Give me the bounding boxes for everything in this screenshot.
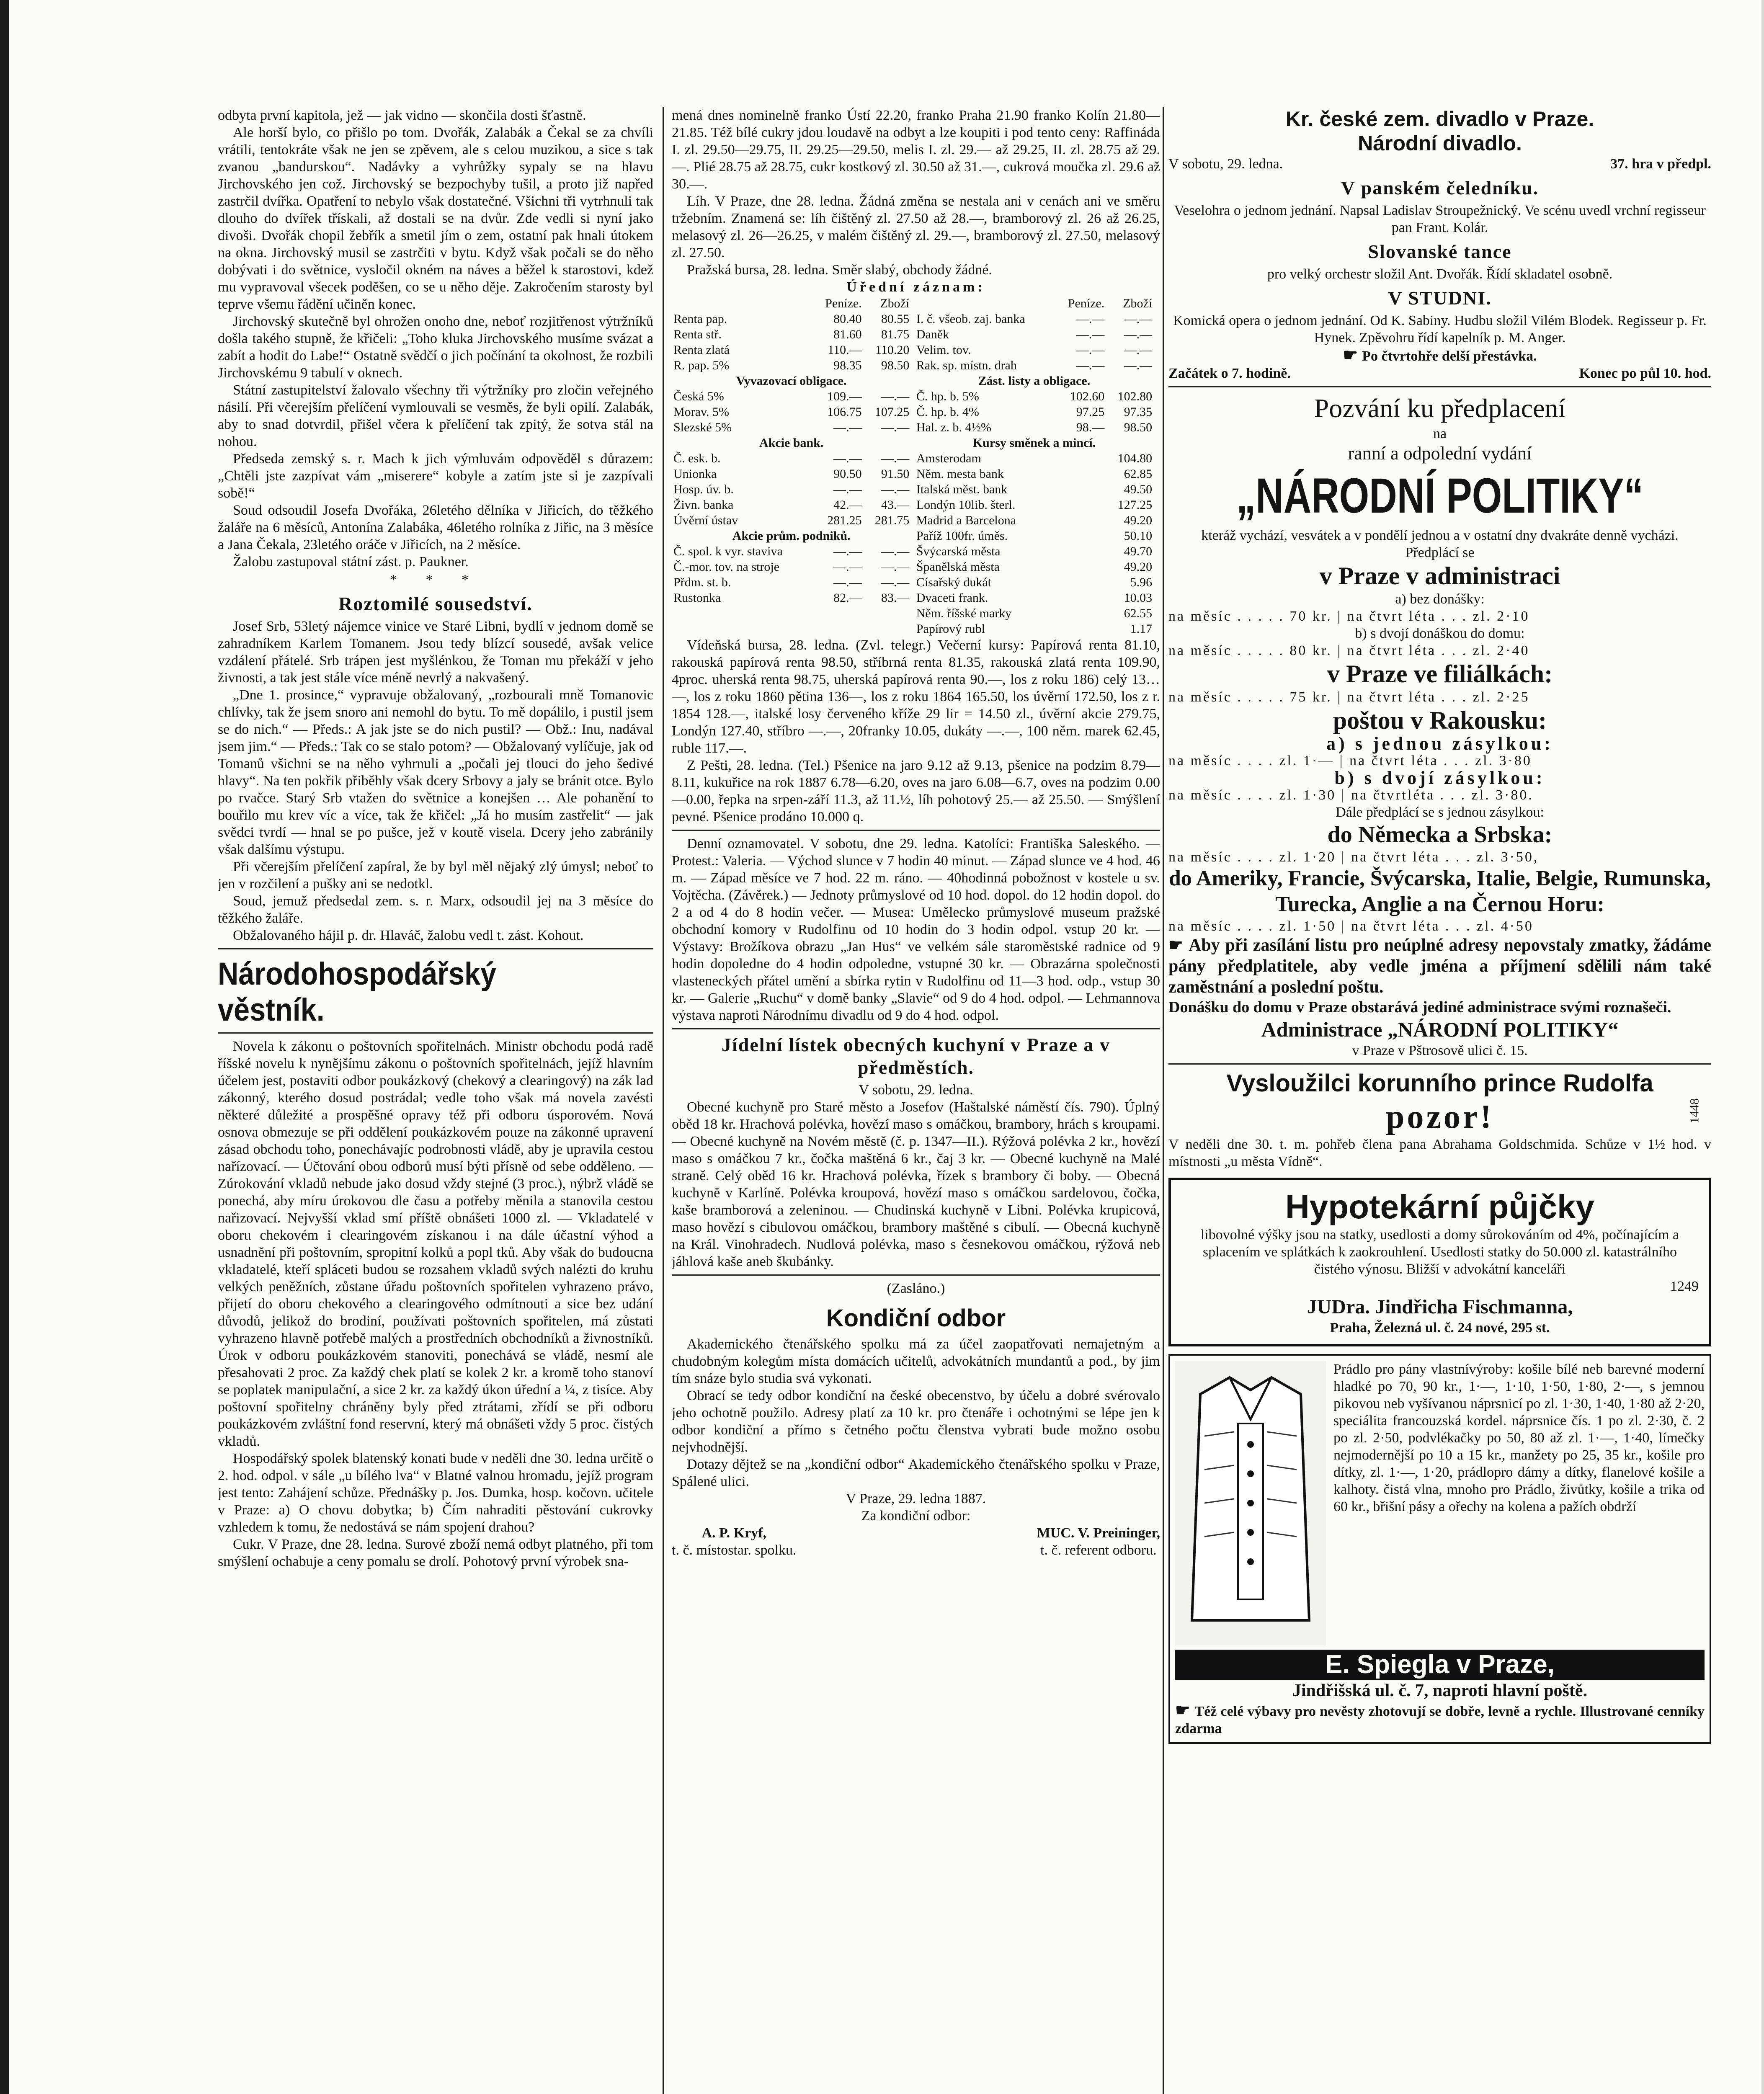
paragraph: Soud odsoudil Josefa Dvořáka, 26letého dělníka v Jiřicích, do těžkého žaláře na 6 měsíců, Antonína Zalabáka, 46letého rolníka z Jiřic, na 3 měsíce a Jana Čekala, 23letého oráče v Jiřicích, na 2 měsíce.: [218, 503, 653, 552]
quote-value: —.—: [1076, 328, 1105, 341]
quote-value: —.—: [881, 420, 910, 434]
ad-number: 1448: [1687, 1098, 1702, 1124]
administration-address: v Praze v Pštrosově ulici č. 15.: [1352, 1043, 1528, 1058]
column-header: Peníze.: [825, 297, 862, 310]
quote-row: [672, 559, 911, 575]
quote-value: 90.50: [833, 467, 862, 481]
subscription-note: Dále předplácí se s jednou zásylkou:: [1336, 805, 1544, 820]
quote-value: 80.55: [881, 312, 910, 326]
quote-value: 102.80: [1117, 389, 1153, 403]
quote-label: I. č. všeob. zaj. banka: [916, 312, 1025, 326]
quote-row: [915, 559, 1154, 575]
quote-row: [915, 544, 1154, 559]
paragraph: Líh. V Praze, dne 28. ledna. Žádná změna se nestala ani v cenách ani ve směru tržebním. Znamená se: líh čištěný zl. 27.50 až 28.—, bramborový zl. 26 až 26.25, melasový zl. 26—26.25, v malém čištěný zl. 29.—, bramborový zl. 27.50, melasový zl. 27.50.: [672, 193, 1160, 260]
quote-value: [1056, 466, 1106, 482]
subscription-price-line: na měsíc . . . . . 80 kr. | na čtvrt léta . . . zl. 2·40: [1168, 643, 1530, 658]
paragraph: Obrací se tedy odbor kondiční na české obecenstvo, by účelu a dobré svérovalo jeho ochotně použilo. Adresy platí za 10 kr. pro čtenáře i ochotnými se lépe jen k odbor kondiční a přímo s četného počtu členstva vybrati bude možno osobu nejvhodnější.: [672, 1388, 1160, 1455]
quote-value: [1056, 575, 1106, 590]
subscription-na: na: [1433, 426, 1447, 441]
quote-label: Zást. listy a obligace.: [978, 374, 1091, 388]
quote-label: Daněk: [916, 328, 949, 341]
quote-label: Č. hp. b. 4%: [916, 405, 979, 419]
paragraph: Cukr. V Praze, dne 28. ledna. Surové zboží nemá odbyt platného, při tom smýšlení ochabuje a ceny pomalu se drolí. Pohotový první výrobek sna-: [218, 1537, 653, 1569]
paragraph: Akademického čtenářského spolku má za účel zaopatřovati nemajetným a chudobným kolegům místa domácích učitelů, advokátních mundantů a pod., by jim tím snáze bylo studia svá vykonati.: [672, 1336, 1160, 1386]
play-title: V STUDNI.: [1388, 287, 1492, 309]
play-title: Slovanské tance: [1368, 241, 1512, 262]
quote-label: Renta pap.: [673, 312, 727, 326]
quote-label: Č.-mor. tov. na stroje: [673, 560, 780, 574]
quote-value: 281.75: [874, 513, 910, 527]
quote-value: [1056, 621, 1106, 637]
theatre-date: V sobotu, 29. ledna.: [1168, 156, 1283, 172]
quote-row: [915, 389, 1154, 404]
ad-text: Prádlo pro pány vlastnívýroby: košile bílé neb barevné moderní hladké po 70, 90 kr., 1·—, 1·10, 1·50, 1·80, 2·—, s jemnou pikovou neb vyšívanou náprsnicí po zl. 1·30, 1·40, 1·80 až 2·20, speciálita francouzská kordel. náprsnice čís. 1 po zl. 2·30, č. 2 po zl. 2·50, podvlékačky po 50, 80 až zl. 1·—, 1·40, límečky nejmodernější po 10 a 15 kr., manžety po 25, 35 kr., košile pro dítky, zl. 1·—, 1·20, prádlopro dámy a dítky, flanelové košile a kalhoty. čistá vlna, mnoho pro Prádlo, živůtky, košile a trika od 60 kr., břišní pásy a ořechy na kolena a pažích obdrží: [1333, 1362, 1705, 1514]
column-middle: [672, 107, 1160, 2094]
quote-value: 43.—: [881, 498, 910, 512]
quote-value: —.—: [1124, 358, 1153, 372]
quote-value: 281.25: [827, 513, 862, 527]
quote-value: 62.85: [1124, 467, 1153, 481]
ad-firm: E. Spiegla v Praze,: [1175, 1650, 1705, 1680]
quote-value: 110.20: [875, 343, 910, 357]
quote-label: Hosp. úv. b.: [673, 482, 734, 496]
subscription-price-heading: Předplácí se: [1405, 545, 1475, 560]
quotes-table-left: [672, 296, 911, 606]
quotes-left: [672, 296, 911, 606]
quote-row: [672, 451, 911, 466]
ad-mortgage: [1168, 1178, 1711, 1346]
quote-value: 62.55: [1124, 606, 1153, 620]
signer-name: MUC. V. Preininger,: [1037, 1525, 1160, 1541]
quote-label: Amsterodam: [916, 451, 981, 465]
quote-value: 80.40: [833, 312, 862, 326]
subscription-location: do Německa a Srbska:: [1327, 822, 1553, 848]
quote-value: 98.—: [1076, 420, 1105, 434]
quote-value: 49.70: [1124, 544, 1153, 558]
quote-value: [1056, 559, 1106, 575]
quote-row: [915, 451, 1154, 466]
column-rule: [1163, 107, 1164, 2094]
quote-row: [915, 590, 1154, 606]
quote-value: 49.20: [1124, 513, 1153, 527]
quote-value: —.—: [833, 575, 862, 589]
paragraph: mená dnes nominelně franko Ústí 22.20, franko Praha 21.90 franko Kolín 21.80—21.85. Též bílé cukry jdou loudavě na odbyt a lze koupiti i pod tento ceny: Raffináda I. zl. 29.50—29.75, II. 29.25—29.50, melis I. zl. 29.— až 29.25, II. zl. 28.75 až 29.—. Plié 28.75 až 28.75, cukr kostkový zl. 30.50 až 31.—, cukrová moučka zl. 29.6 až 30.—.: [672, 108, 1160, 192]
scan-edge: [1761, 0, 1764, 2094]
paragraph: Novela k zákonu o poštovních spořitelnách. Ministr obchodu podá radě říšské novelu k nynějšímu zákonu o poštovních spořitelnách, jejíž hlavním účelem jest, postaviti odbor poukázkový (chekový a clearingový) na zák lad zákonný, kterého dosud postrádal; vedle toho však má novela zavésti některé důležité a prospěšné opravy též při odboru úsporovém. Nová osnova obmezuje se při oddělení poukázkovém pouze na zákonné upravení zásad obchodu toho, ponechávajíc podrobnosti vládě, aby je upravila cestou nařízovací. — Účtování obou odborů musí býti přísně od sebe odděleno. — Zúrokování vkladů nebude jako dosud vždy stejné (3 proc.), nýbrž vládě se ponechá, aby míru úrokovou dle času a potřeby měnila a stanovila cestou nařizovací. Nejvyšší vklad smí příště obnášeti 1000 zl. — Vkladatelé v oboru chekovém i clearingovém získanou i na dále účastní výhod a usnadnění při poštovním, spropitní kolků a popl tků. Aby však do budoucna vkladatelé, kteří spláceti budou se rozsahem vkladů svých nalézti do kruhu velkých peněžních, zůstane úřadu poštovních spořitelen vyhrazeno právo, přijetí do oboru chekového a clearingového odmítnouti a sice bez udání důvodů, jelikož do brodiní, používati poštovních spořitelen, má zůstati vyhrazeno hlavně potřebě malých a prostředních obchodníků a živnostníků. Úrok v odboru poukázkovém stanoviti, ponechává se vládě, nesmí ale přesahovati 2 proc. Za každý chek platí se kolek 2 kr. a kromě toho stanoví se poplatek manipulační, a sice 2 kr. za každý úkon úřední a ¼, z tisíce. Aby poštovní spořitelny chráněny byly před ztrátami, zřídí se při odboru poukázkovém zvláštní fond reservní, který má obnášeti vždy 5 proc. čistých vkladů.: [218, 1039, 653, 1449]
ad-subtitle: pozor!: [1385, 1099, 1494, 1135]
quote-label: Vyvazovací obligace.: [736, 374, 847, 388]
quote-label: Papírový rubl: [916, 622, 985, 636]
theatre-name: Národní divadlo.: [1358, 132, 1522, 155]
quote-label: Č. hp. b. 5%: [916, 389, 979, 403]
ad-lawyer-name: JUDra. Jindřicha Fischmanna,: [1307, 1296, 1573, 1318]
theatre-date-row: [1168, 155, 1711, 173]
paragraph: Denní oznamovatel. V sobotu, dne 29. ledna. Katolíci: Františka Saleského. — Protest.: Valeria. — Východ slunce v 7 hodin 40 minut. — Západ slunce ve 4 hod. 46 m. — Západ měsíce ve 7 hod. 22 m. ráno. — 40hodinná pobožnost v kostele u sv. Vojtěcha. (Závěrek.) — Jednoty průmyslové od 10 hod. dopol. do 12 hodin dopol. do 2 a od 4 do 8 hodin večer. — Musea: Umělecko průmyslové museum pražské obchodní komory v Rudolfinu od 10 hodin do 3 hodin odpol. vstup 20 kr. — Výstavy: Brožíkova obrazu „Jan Hus“ ve velkém sále staroměstské radnice od 9 hodin dopoledne do 4 hodin odpoledne, vstupné 30 kr. — Obrazárna společnosti vlasteneckých přátel umění a sbírka rytin v Rudolfinu od 11—3 hod. odp., vstup 30 kr. — Galerie „Ruchu“ v domě banky „Slavie“ od 9 do 4 hod. odpol. — Lehmannova výstava naproti Národnímu divadlu od 9 do 4 hod. odpol.: [672, 836, 1160, 1023]
quote-value: 81.60: [833, 328, 862, 341]
divider: [218, 1032, 653, 1034]
quote-row: [672, 528, 911, 544]
quote-row: [915, 528, 1154, 544]
quote-value: 127.25: [1117, 498, 1153, 512]
subscription-warning: [1168, 935, 1711, 998]
ad-text: V neděli dne 30. t. m. pohřeb člena pana Abrahama Goldschmida. Schůze v 1½ hod. v místnosti „u města Vídně“.: [1168, 1137, 1711, 1169]
play-description: Veselohra o jednom jednání. Napsal Ladislav Stroupežnický. Ve scénu uvedl vrchní regisseur pan Frant. Kolár.: [1174, 203, 1706, 235]
paragraph: Obžalovaného hájil p. dr. Hlaváč, žalobu vedl t. zást. Kohout.: [233, 928, 584, 943]
quote-value: —.—: [1076, 312, 1105, 326]
start-time: Začátek o 7. hodině.: [1168, 366, 1291, 381]
quote-label: Kursy směnek a mincí.: [972, 436, 1096, 450]
column-right: [1168, 107, 1711, 2094]
paragraph: Hospodářský spolek blatenský konati bude v neděli dne 30. ledna určitě o 2. hod. odpol. v sále „u bílého lva“ v Blatné valnou hromadu, jejíž program jest tento: Zahájení schůze. Přednášky p. Jos. Dumka, hosp. kočovn. učitele v Praze: a) O chovu dobytka; b) Čím nahraditi pěstování cukrovky vzhledem k tomu, že nedostává se nám spojení drahou?: [218, 1451, 653, 1535]
quote-label: Renta zlatá: [673, 343, 730, 357]
quote-value: 5.96: [1130, 575, 1153, 589]
shirt-illustration: [1175, 1361, 1326, 1645]
quote-row: [915, 482, 1154, 497]
zaslano-label: (Zasláno.): [887, 1281, 945, 1296]
quote-value: —.—: [833, 420, 862, 434]
paragraph: Žalobu zastupoval státní zást. p. Paukner.: [233, 554, 469, 570]
quote-value: [1056, 590, 1106, 606]
quote-value: 107.25: [874, 405, 910, 419]
end-time: Konec po půl 10. hod.: [1579, 366, 1711, 381]
play-description: pro velký orchestr složil Ant. Dvořák. Řídí skladatel osobně.: [1267, 266, 1613, 282]
quote-value: —.—: [833, 482, 862, 496]
paragraph: odbyta první kapitola, jež — jak vidno — skončila dosti šťastně.: [218, 108, 586, 123]
pointing-hand-icon: ☛: [1343, 346, 1362, 364]
quote-value: 98.50: [1124, 420, 1153, 434]
signer-role: t. č. místostar. spolku.: [672, 1542, 797, 1558]
subscription-price-line: na měsíc . . . . zl. 1·30 | na čtvrtléta . . . zl. 3·80.: [1168, 787, 1534, 803]
quote-row: [915, 420, 1154, 435]
quote-row: [672, 327, 911, 342]
quote-value: 91.50: [881, 467, 910, 481]
quote-row: [672, 513, 911, 528]
quote-row: [915, 311, 1154, 327]
quote-label: Italská měst. bank: [916, 482, 1008, 496]
column-rule: [663, 107, 664, 2094]
paragraph: Z Pešti, 28. ledna. (Tel.) Pšenice na jaro 9.12 až 9.13, pšenice na podzim 8.79—8.11, kukuřice na rok 1887 6.78—6.20, oves na jaro 6.08—6.7, oves na podzim 0.00—0.00, řepka na srpen-září 11.3, až 11.½, líh pohotový 25.— až 25.50. — Smýšlení pevné. Pšenice prodáno 10.000 q.: [672, 758, 1160, 825]
paragraph: Josef Srb, 53letý nájemce vinice ve Staré Libni, bydlí v jednom domě se zahradníkem Karlem Tomanem. Jsou tedy blízcí sousedé, avšak velice vzdálení přátelé. Srb trápen jest myšlénkou, že Toman mu překáží v jeho živnosti, a tak jest stále více méně nevrlý a nakvašený.: [218, 619, 653, 686]
quote-value: —.—: [1124, 343, 1153, 357]
ad-veterans: [1168, 1069, 1711, 1170]
paragraph: „Dne 1. prosince,“ vypravuje obžalovaný, „rozbourali mně Tomanovic chlívky, tak že jsem snoro ani nemohl do bytu. To mě dopálilo, i pustil jsem se do nich.“ — Předs.: A jak jste se do nich pustil? — Obž.: Inu, nadával jsem jim.“ — Předs.: Tak co se stalo potom? — Obžalovaný vylíčuje, jak od Tomanů všichni se na něho vyhrnuli a „počali jej tlouci do jeho šedivé hlavy“. Na ten pokřik přiběhly však dcery Srbovy a jaly se bránit otce. Bylo po rvačce. Starý Srb vtažen do světnice a konejšen … Ale pohanění to bouřilo mu krev víc a více, tak že křičel: „Já ho musím zastřelit“ — jak svědci tvrdí — hnal se po pušce, jež v koutě visela. Dcery jeho zabránily však dalšímu výstupu.: [218, 687, 653, 857]
ad-title: Hypotekární půjčky: [1285, 1188, 1594, 1225]
signature-heading: Za kondiční odbor:: [861, 1508, 971, 1524]
signatures: [672, 1524, 1160, 1559]
quote-label: Velim. tov.: [916, 343, 971, 357]
quote-row: [672, 404, 911, 420]
subscription-heading: Pozvání ku předplacení: [1314, 393, 1566, 423]
quote-row: [672, 420, 911, 435]
play-description: Komická opera o jednom jednání. Od K. Sabiny. Hudbu složil Vilém Blodek. Regisseur p. Fr. Hynek. Zpěvohru řídí kapelník p. M. Anger.: [1173, 313, 1707, 346]
quote-value: 49.50: [1124, 482, 1153, 496]
article-heading: Jídelní lístek obecných kuchyní v Praze a v předměstích.: [721, 1034, 1111, 1078]
divider: [672, 830, 1160, 831]
quote-value: [1056, 544, 1106, 559]
quote-row: [915, 342, 1154, 358]
quote-value: [1056, 513, 1106, 528]
quote-row: [915, 373, 1154, 389]
divider: [1168, 1063, 1711, 1065]
pointing-hand-icon: ☛: [1175, 1701, 1195, 1720]
quotes-right: [915, 296, 1154, 637]
quote-label: Paříž 100fr. úměs.: [916, 529, 1008, 543]
subscription-note: kteráž vychází, vesvátek a v pondělí jednou a v ostatní dny dvakráte denně vycházi.: [1201, 528, 1679, 543]
column-left: [218, 107, 653, 2094]
quote-label: Akcie bank.: [759, 436, 824, 450]
signer-name: A. P. Kryf,: [701, 1525, 767, 1541]
column-header: Zboží: [1123, 297, 1153, 310]
quote-value: 82.—: [833, 591, 862, 605]
subscription-location: do Ameriky, Francie, Švýcarska, Italie, Belgie, Rumunska, Turecka, Anglie a na Černou Horu:: [1168, 866, 1711, 916]
signer-role: t. č. referent odboru.: [1040, 1542, 1157, 1558]
quotes-heading: Úřední záznam:: [846, 279, 985, 295]
quote-value: —.—: [1124, 328, 1153, 341]
quote-label: Česká 5%: [673, 389, 724, 403]
time-row: [1168, 365, 1711, 382]
quote-label: Něm. mesta bank: [916, 467, 1004, 481]
divider: [218, 948, 653, 949]
quote-label: Akcie prům. podniků.: [732, 529, 851, 543]
quote-value: 104.80: [1117, 451, 1153, 465]
quote-row: [672, 575, 911, 590]
ad-number: 1249: [1670, 1279, 1699, 1294]
quote-row: [915, 513, 1154, 528]
subscription-option: b) s dvojí zásylkou:: [1334, 768, 1545, 788]
quote-label: Morav. 5%: [673, 405, 730, 419]
subscription-price-line: na měsíc . . . . zl. 1·50 | na čtvrt léta . . . zl. 4·50: [1168, 918, 1534, 934]
subscription-price-line: na měsíc . . . . zl. 1·— | na čtvrt léta . . . zl. 3·80: [1168, 753, 1532, 768]
paragraph: Ale horší bylo, co přišlo po tom. Dvořák, Zalabák a Čekal se za chvíli vrátili, tentokráte však ne jen se zpěvem, ale s celou muzikou, a sice s tak zvanou „bandurskou“. Nadávky a vyhrůžky sypaly se na hlavu Jirchovského jen což. Jirchovský se bezpochyby tušil, a proto již napřed zastrčil dvířka. Opatření to nebylo však dostatečné. Všichni tři vytrhnuli tak dlouho do dvířek třískali, až dostali se na dvůr. Zde vedli si nyní jako divoši. Dvořák chopil žebřík a smetil jím o zem, ostatní pak hnali útokem na okna. Jirchovský musil se zastrčiti v bytu. Když však počali se do něho dobývati i do světnice, vysločil okném na náves a běžel k starostovi, kdež mu vypravoval všecek poděšen, co se u něho děje. Zakročením starosty byl teprve všemu řádění učiněn konec.: [218, 125, 653, 312]
quote-value: 10.03: [1124, 591, 1153, 605]
quote-label: Č. esk. b.: [673, 451, 721, 465]
play-title: V panském čeledníku.: [1341, 177, 1539, 199]
subscription-price-line: na měsíc . . . . . 70 kr. | na čtvrt léta . . . zl. 2·10: [1168, 609, 1530, 624]
quote-row: [672, 482, 911, 497]
dateline: V Praze, 29. ledna 1887.: [846, 1491, 986, 1506]
quote-value: [1056, 528, 1106, 544]
section-heading: Národohospodářský věstník.: [218, 956, 497, 1028]
quote-label: Přdm. st. b.: [673, 575, 731, 589]
ad-text: libovolné výšky jsou na statky, usedlosti a domy sůrokováním od 4%, počínajícím a splacením ve splátkách k zaokrouhlení. Usedlosti statky do 50.000 zl. katastrálního čistého výnosu. Bližší v advokátní kanceláři: [1200, 1227, 1679, 1277]
subscription-option: b) s dvojí donáškou do domu:: [1355, 626, 1525, 641]
subscription-option: a) s jednou zásylkou:: [1326, 733, 1553, 754]
subscription-option: a) bez donášky:: [1395, 591, 1485, 607]
ad-title: Vysloužilci korunního prince Rudolfa: [1226, 1070, 1653, 1097]
subscription-edition: ranní a odpolední vydání: [1348, 443, 1532, 464]
quote-value: 110.—: [828, 343, 862, 357]
quote-label: Dvaceti frank.: [916, 591, 988, 605]
quote-row: [915, 497, 1154, 513]
theatre-heading: Kr. české zem. divadlo v Praze.: [1285, 107, 1594, 131]
quote-row: [915, 466, 1154, 482]
quotes-table-right: [915, 296, 1154, 637]
quote-value: 102.60: [1070, 389, 1105, 403]
paragraph: Soud, jemuž předsedal zem. s. r. Marx, odsoudil jej na 3 měsíce do těžkého žaláře.: [218, 893, 653, 926]
dateline: V sobotu, 29. ledna.: [859, 1082, 973, 1098]
quote-label: Unionka: [673, 467, 717, 481]
separator-stars: * * *: [390, 572, 481, 588]
quote-label: Rustonka: [673, 591, 721, 605]
quote-value: 97.25: [1076, 405, 1105, 419]
quote-row: [672, 590, 911, 606]
quote-value: [1056, 451, 1106, 466]
quote-row: [672, 311, 911, 327]
divider: [672, 1274, 1160, 1276]
quote-value: —.—: [1124, 312, 1153, 326]
theatre-performance-number: 37. hra v předpl.: [1610, 156, 1711, 172]
quote-value: —.—: [833, 544, 862, 558]
quote-label: Č. spol. k vyr. staviva: [673, 544, 783, 558]
administration-name: Administrace „NÁRODNÍ POLITIKY“: [1261, 1018, 1619, 1041]
quote-label: R. pap. 5%: [673, 358, 730, 372]
quote-value: 83.—: [881, 591, 910, 605]
quote-value: 98.50: [881, 358, 910, 372]
quote-value: [1056, 482, 1106, 497]
article-heading: Roztomilé sousedství.: [338, 593, 533, 614]
subscription-location: poštou v Rakousku:: [1333, 707, 1547, 734]
quote-value: —.—: [1076, 358, 1105, 372]
ad-footer-text: Též celé výbavy pro nevěsty zhotovují se dobře, levně a rychle. Illustrované cenníky zdarma: [1175, 1704, 1705, 1736]
interval-text: Po čtvrtohře delší přestávka.: [1362, 348, 1537, 364]
paragraph: Při včerejším přelíčení zapíral, že by byl měl nějaký zlý úmysl; neboť to jen v rozčilení a pušky ani se nedotkl.: [218, 859, 653, 892]
subscription-location: v Praze v administraci: [1319, 562, 1560, 590]
paragraph: Státní zastupitelství žalovalo všechny tři výtržníky pro zločin veřejného násilí. Při včerejším přelíčení vymlouvali se vesměs, že byli opilí. Zalabák, aby to snad dotvrdil, přišel včera k přelíčení tak zpitý, že sotva stál na nohou.: [218, 382, 653, 449]
quote-label: Úvěrní ústav: [673, 513, 738, 527]
signature: [1037, 1524, 1160, 1559]
warning-text: Aby při zasílání listu pro neúplné adresy nepovstaly zmatky, žádáme pány předplatitele, aby vedle jména a příjmení sdělili nám také zaměstnání a poslední poštu.: [1168, 936, 1711, 997]
quote-row: [915, 435, 1154, 451]
quote-value: 49.20: [1124, 560, 1153, 574]
pointing-hand-icon: ☛: [1168, 936, 1189, 954]
quote-row: [915, 327, 1154, 342]
ad-address: Jindřišská ul. č. 7, naproti hlavní poště.: [1292, 1681, 1588, 1700]
quote-value: —.—: [1076, 343, 1105, 357]
quote-value: —.—: [881, 575, 910, 589]
quote-value: —.—: [881, 482, 910, 496]
quote-label: Hal. z. b. 4½%: [916, 420, 991, 434]
ad-address: Praha, Železná ul. č. 24 nové, 295 st.: [1330, 1320, 1550, 1336]
quote-row: [915, 621, 1154, 637]
quote-value: 50.10: [1124, 529, 1153, 543]
quote-row: [915, 575, 1154, 590]
quote-value: [1056, 606, 1106, 621]
quote-value: —.—: [881, 389, 910, 403]
paragraph: Dotazy dějtež se na „kondiční odbor“ Akademického čtenářského spolku v Praze, Spálené ulici.: [672, 1457, 1160, 1489]
paragraph: Vídeňská bursa, 28. ledna. (Zvl. telegr.) Večerní kursy: Papírová renta 81.10, rakouská papírová renta 98.50, stříbrná renta 81.35, rakouská zlatá renta 109.90, 4proc. uherská renta 98.75, uherská papírová renta 90.—, los z roku 186) celý 13…—, los z roku 1860 pětina 136—, los z roku 1864 165.50, los úvěrní 172.50, los z r. 1854 128.—, italské losy červeného kříže 29 lir = 14.50 zl., úvěrní akcie 279.75, Londýn 127.40, stříbro —.—, 20franky 10.05, dukáty —.—, 100 něm. marek 62.45, ruble 117.—.: [672, 637, 1160, 756]
quote-row: [672, 466, 911, 482]
quote-value: 106.75: [827, 405, 862, 419]
quote-row: [672, 497, 911, 513]
quote-value: —.—: [881, 544, 910, 558]
quote-value: —.—: [833, 451, 862, 465]
quote-label: Živn. banka: [673, 498, 734, 512]
subscription-price-line: na měsíc . . . . zl. 1·20 | na čtvrt léta . . . zl. 3·50,: [1168, 849, 1539, 865]
quote-value: 1.17: [1130, 622, 1153, 636]
quote-label: Švýcarská města: [916, 544, 1001, 558]
quote-label: Slezské 5%: [673, 420, 732, 434]
quote-row: [672, 342, 911, 358]
quote-label: Londýn 10lib. šterl.: [916, 498, 1016, 512]
quote-label: Rak. sp. místn. drah: [916, 358, 1017, 372]
quote-label: Španělská města: [916, 560, 1000, 574]
quote-row: [672, 389, 911, 404]
quote-row: [672, 373, 911, 389]
subscription-location: v Praze ve filiálkách:: [1327, 660, 1553, 688]
article-heading: Kondiční odbor: [826, 1305, 1006, 1332]
divider: [1168, 386, 1711, 387]
subscription-delivery: Donášku do domu v Praze obstarává jediné administrace svými roznašeči.: [1168, 998, 1671, 1016]
quote-label: Císařský dukát: [916, 575, 991, 589]
interval-note: [1168, 346, 1711, 365]
quote-value: [1056, 497, 1106, 513]
column-header: Zboží: [880, 297, 910, 310]
quote-row: [672, 544, 911, 559]
quote-row: [915, 358, 1154, 373]
quote-value: —.—: [833, 560, 862, 574]
quotes-tables: [672, 296, 1160, 637]
quote-value: —.—: [881, 451, 910, 465]
paragraph: Předseda zemský s. r. Mach k jich výmluvám odpověděl s důrazem: „Chtěli jste zazpívat vám „miserere“ kobyle a zatím jste si je zazpívali sobě!“: [218, 451, 653, 501]
divider: [672, 1028, 1160, 1029]
column-header: Peníze.: [1068, 297, 1105, 310]
quote-value: 97.35: [1124, 405, 1153, 419]
quote-row: [672, 358, 911, 373]
quote-label: Renta stř.: [673, 328, 722, 341]
quote-row: [672, 435, 911, 451]
quote-label: Madrid a Barcelona: [916, 513, 1016, 527]
signature: [672, 1524, 797, 1559]
quote-value: 98.35: [833, 358, 862, 372]
ad-shirts: [1168, 1354, 1711, 1744]
newspaper-title: „NÁRODNÍ POLITIKY“: [1236, 468, 1643, 524]
ad-footer: [1175, 1702, 1705, 1737]
quote-value: —.—: [881, 560, 910, 574]
quote-value: 81.75: [881, 328, 910, 341]
quote-row: [915, 606, 1154, 621]
subscription-price-line: na měsíc . . . . . 75 kr. | na čtvrt léta . . . zl. 2·25: [1168, 689, 1530, 705]
paragraph: Obecné kuchyně pro Staré město a Josefov (Haštalské náměstí čís. 790). Úplný oběd 18 kr. Hrachová polévka, hovězí maso s omáčkou, brambory, hrách s kroupami. — Obecné kuchyně na Novém městě (č. p. 1347—II.). Rýžová polévka 2 kr., hovězí maso s omáčkou 7 kr., čočka maštěná 6 kr., čaj 3 kr. — Obecné kuchyně na Malé straně. Celý oběd 16 kr. Hrachová polévka, řízek s brambory či boby. — Obecná kuchyně v Karlíně. Polévka kroupová, hovězí maso s omáčkou sardelovou, čočka, kaše bramborová a zeleninou. — Chudinská kuchyně v Libni. Polévka krupicová, maso hovězí s cibulovou omáčkou, brambory maštěné s cibulí. — Obecná kuchyně na Král. Vinohradech. Nudlová polévka, maso s česnekovou omáčkou, rýžová neb jáhlová kaše aneb škubánky.: [672, 1099, 1160, 1269]
quote-row: [915, 404, 1154, 420]
quote-value: 109.—: [827, 389, 862, 403]
quote-value: 42.—: [833, 498, 862, 512]
paragraph: Jirchovský skutečně byl ohrožen onoho dne, neboť rozjitřenost výtržníků došla takého stupně, že křičeli: „Toho kluka Jirchovského musíme svázat a zabít a hodit do Labe!“ Ostatně svědčí o jich počínání ta okolnost, že rozbili Jirchovskému 9 tabulí v oknech.: [218, 314, 653, 381]
scan-edge: [0, 0, 9, 2094]
paragraph: Pražská bursa, 28. ledna. Směr slabý, obchody žádné.: [687, 262, 992, 278]
quote-label: Něm. říšské marky: [916, 606, 1012, 620]
